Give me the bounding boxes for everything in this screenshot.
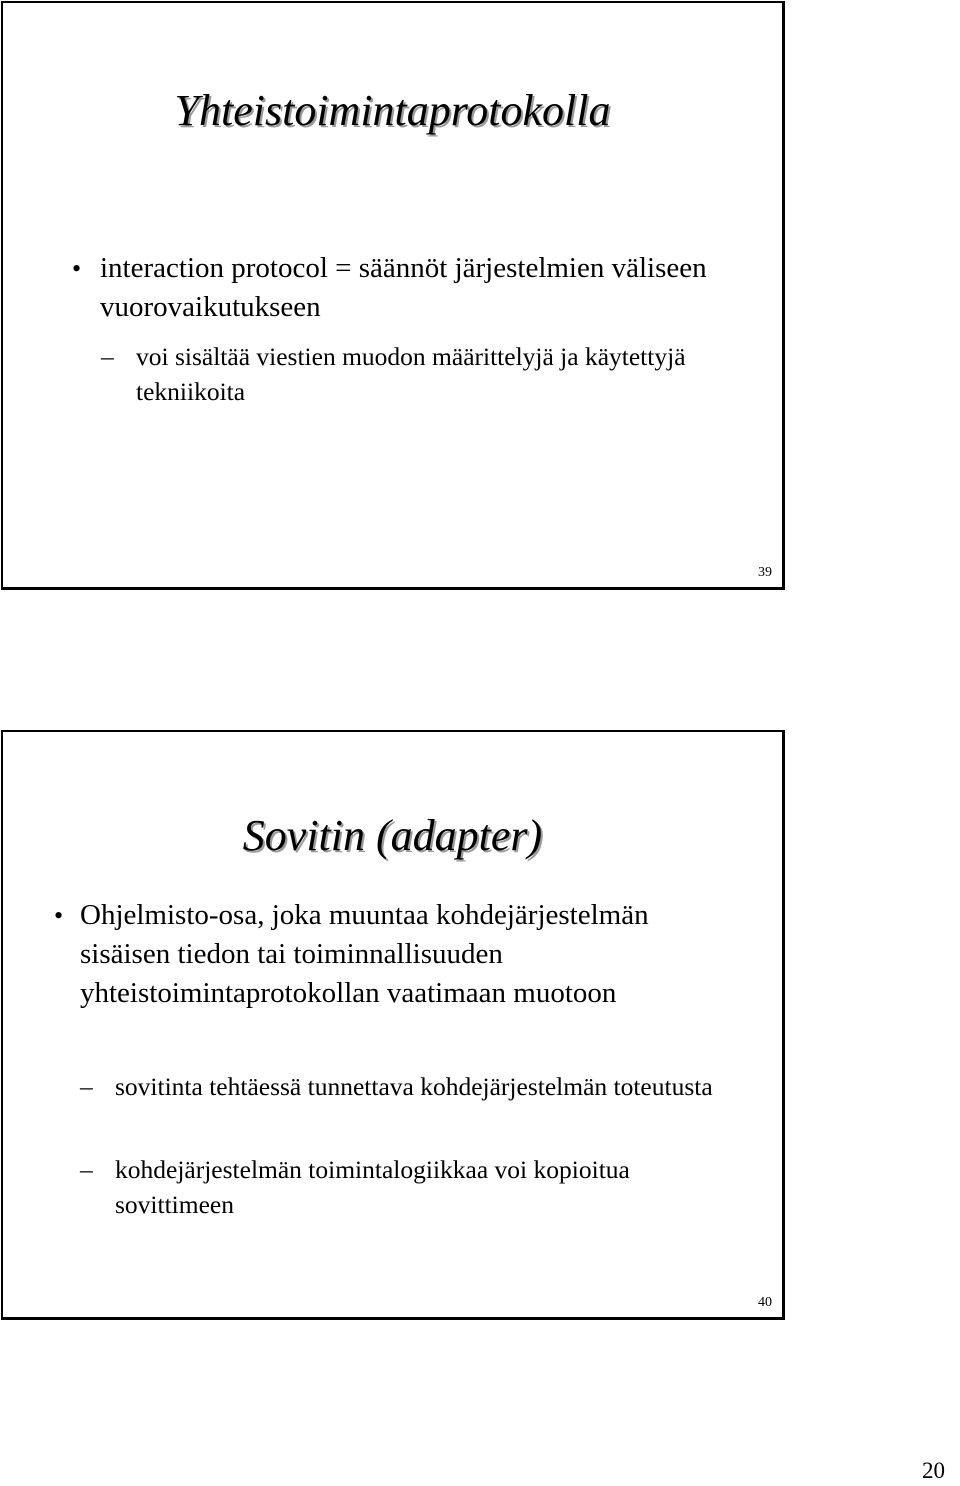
sub-item-text: sovitinta tehtäessä tunnettava kohdejärjestelmän toteutusta [115,1072,713,1101]
slide-title: Sovitin (adapter) [242,811,543,860]
bullet-icon: • [72,254,82,283]
dash-icon: – [101,342,114,371]
page-number: 20 [922,1458,945,1483]
slide-number: 40 [758,1295,772,1310]
sub-item [80,1152,655,1222]
bullet-item [54,896,720,1013]
bullet-text: interaction protocol = säännöt järjestelmien väliseen vuorovaikutukseen [100,252,707,323]
bullet-text: Ohjelmisto-osa, joka muuntaa kohdejärjestelmän sisäisen tiedon tai toiminnallisuuden yhteistoimintaprotokollan vaatimaan muotoon [80,899,649,1009]
dash-icon: – [80,1072,93,1101]
slide-39 [1,1,785,590]
bullet-item [72,249,740,327]
sub-item [101,339,696,409]
slide-40 [1,730,785,1320]
dash-icon: – [80,1155,93,1184]
sub-item [80,1069,715,1104]
slide-number: 39 [758,565,772,580]
slide-title: Yhteistoimintaprotokolla [174,86,611,135]
sub-item-text: voi sisältää viestien muodon määrittelyjä ja käytettyjä tekniikoita [136,342,686,406]
sub-item-text: kohdejärjestelmän toimintalogiikkaa voi kopioitua sovittimeen [115,1155,630,1219]
bullet-icon: • [54,901,64,930]
